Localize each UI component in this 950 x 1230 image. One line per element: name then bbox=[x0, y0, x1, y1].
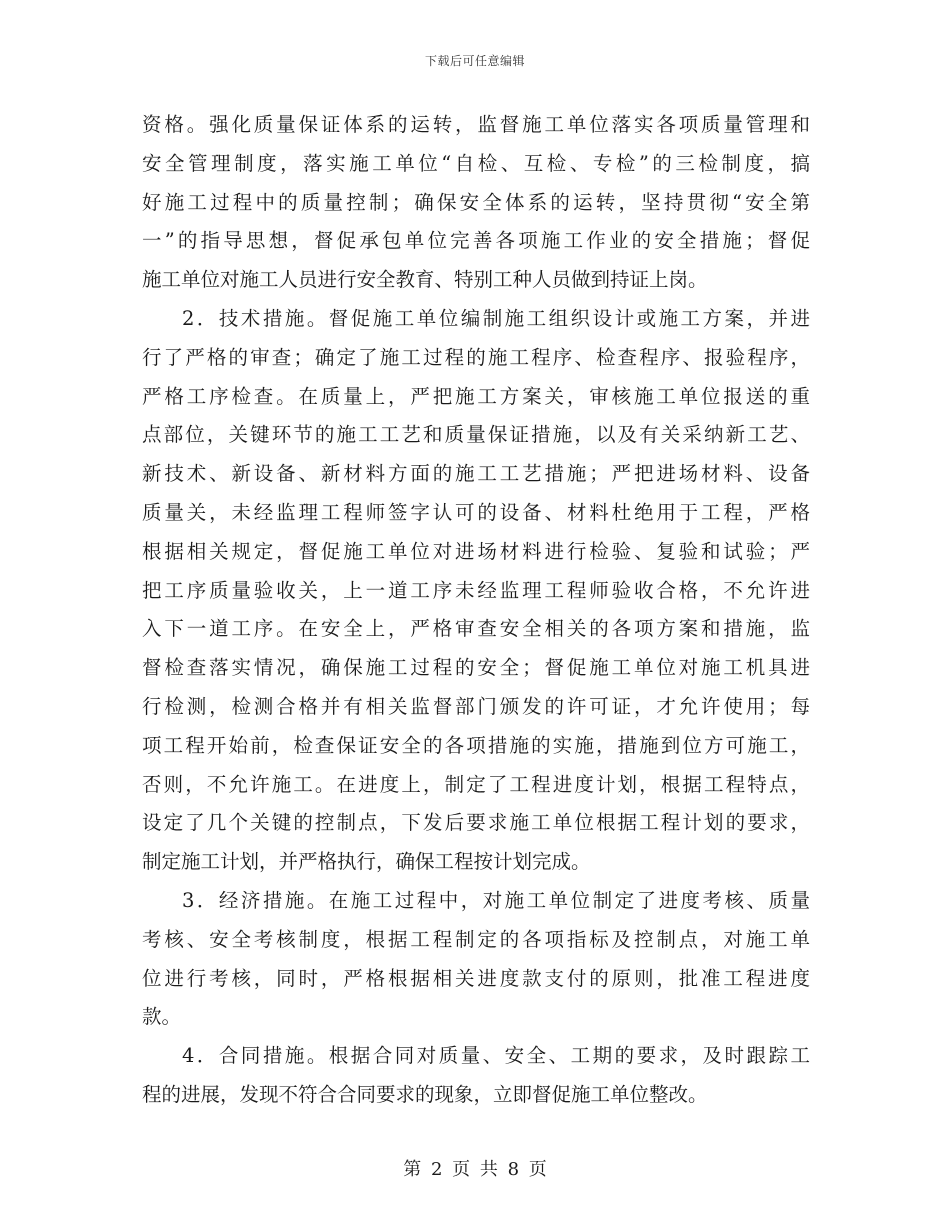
text-line: 新技术、新设备、新材料方面的施工工艺措施；严把进场材料、设备 bbox=[142, 462, 810, 486]
text-line: 2．技术措施。督促施工单位编制施工组织设计或施工方案，并进 bbox=[182, 306, 810, 330]
text-line: 资格。强化质量保证体系的运转，监督施工单位落实各项质量管理和 bbox=[142, 113, 810, 136]
text-line: 好施工过程中的质量控制；确保安全体系的运转，坚持贯彻“安全第 bbox=[142, 190, 810, 214]
text-line: 点部位，关键环节的施工工艺和质量保证措施，以及有关采纳新工艺、 bbox=[142, 423, 810, 447]
text-line: 行了严格的审查；确定了施工过程的施工程序、检查程序、报验程序， bbox=[142, 345, 810, 369]
paragraph-technical-measures bbox=[142, 300, 810, 882]
text-line: 督检查落实情况，确保施工过程的安全；督促施工单位对施工机具进 bbox=[142, 656, 810, 680]
paragraph-contract-measures bbox=[142, 1037, 810, 1115]
text-line: 考核、安全考核制度，根据工程制定的各项指标及控制点，对施工单 bbox=[142, 927, 810, 951]
text-line: 设定了几个关键的控制点，下发后要求施工单位根据工程计划的要求， bbox=[142, 811, 810, 835]
text-line: 否则，不允许施工。在进度上，制定了工程进度计划，根据工程特点， bbox=[142, 772, 810, 796]
document-body bbox=[142, 106, 810, 1115]
text-line: 3．经济措施。在施工过程中，对施工单位制定了进度考核、质量 bbox=[182, 888, 810, 912]
page-number: 第 2 页 共 8 页 bbox=[403, 1159, 547, 1180]
paragraph-quality-safety-continued bbox=[142, 106, 810, 300]
text-line: 制定施工计划，并严格执行，确保工程按计划完成。 bbox=[142, 850, 591, 874]
text-line: 位进行考核，同时，严格根据相关进度款支付的原则，批准工程进度 bbox=[142, 966, 810, 990]
text-line: 项工程开始前，检查保证安全的各项措施的实施，措施到位方可施工， bbox=[142, 733, 810, 757]
text-line: 把工序质量验收关，上一道工序未经监理工程师验收合格，不允许进 bbox=[142, 578, 810, 602]
text-line: 一”的指导思想，督促承包单位完善各项施工作业的安全措施；督促 bbox=[142, 229, 810, 253]
paragraph-economic-measures bbox=[142, 882, 810, 1037]
text-line: 款。 bbox=[142, 1005, 182, 1029]
text-line: 安全管理制度，落实施工单位“自检、互检、专检”的三检制度，搞 bbox=[142, 151, 810, 175]
text-line: 行检测，检测合格并有相关监督部门颁发的许可证，才允许使用；每 bbox=[142, 694, 810, 718]
text-line: 入下一道工序。在安全上，严格审查安全相关的各项方案和措施，监 bbox=[142, 617, 810, 641]
page-header: 下载后可任意编辑 bbox=[424, 54, 525, 68]
text-line: 4．合同措施。根据合同对质量、安全、工期的要求，及时跟踪工 bbox=[182, 1044, 810, 1068]
text-line: 根据相关规定，督促施工单位对进场材料进行检验、复验和试验；严 bbox=[142, 539, 810, 563]
text-line: 质量关，未经监理工程师签字认可的设备、材料杜绝用于工程，严格 bbox=[142, 500, 810, 524]
text-line: 程的进展，发现不符合合同要求的现象，立即督促施工单位整改。 bbox=[142, 1082, 708, 1106]
text-line: 严格工序检查。在质量上，严把施工方案关，审核施工单位报送的重 bbox=[142, 384, 810, 408]
text-line: 施工单位对施工人员进行安全教育、特别工种人员做到持证上岗。 bbox=[142, 268, 708, 292]
